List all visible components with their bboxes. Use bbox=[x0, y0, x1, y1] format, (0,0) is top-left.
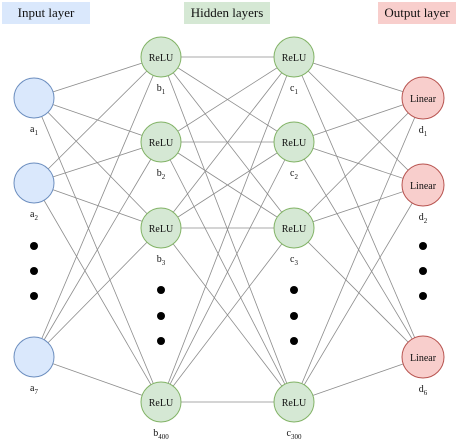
hidden1-ellipsis-dot bbox=[157, 337, 165, 345]
hidden2-node-label: $c_2$ bbox=[290, 168, 298, 181]
hidden1-node-label: $b_2$ bbox=[156, 168, 166, 181]
output-node-label: $d_2$ bbox=[418, 212, 428, 225]
output-node-activation: Linear bbox=[409, 353, 437, 364]
hidden1-node bbox=[141, 208, 181, 267]
hidden2-node-activation: ReLU bbox=[281, 224, 307, 235]
edge-input-3-hidden1-2 bbox=[34, 142, 161, 357]
input-node-label: $a_7$ bbox=[30, 383, 38, 396]
edge-input-3-hidden1-3 bbox=[34, 228, 161, 357]
input-node-label-subscript: 2 bbox=[34, 214, 38, 222]
output-node-label-subscript: 6 bbox=[423, 389, 428, 397]
output-node-label: $d_1$ bbox=[418, 125, 428, 138]
input-node-circle bbox=[14, 337, 54, 377]
hidden1-ellipsis-dot bbox=[157, 312, 165, 320]
hidden2-node-label-subscript: 2 bbox=[294, 173, 298, 181]
hidden1-node bbox=[141, 122, 181, 181]
hidden1-node-activation: ReLU bbox=[148, 53, 174, 64]
output-ellipsis-dot bbox=[419, 292, 427, 300]
input-node-label-subscript: 7 bbox=[34, 388, 38, 396]
output-node-activation: Linear bbox=[409, 94, 437, 105]
hidden-layers-header: Hidden layers bbox=[184, 2, 270, 24]
hidden1-node-label-subscript: 400 bbox=[158, 433, 169, 441]
hidden2-node-activation: ReLU bbox=[281, 138, 307, 149]
hidden2-ellipsis-dot bbox=[290, 337, 298, 345]
nodes-group bbox=[14, 37, 444, 441]
edge-input-2-hidden1-1 bbox=[34, 57, 161, 183]
output-ellipsis-dot bbox=[419, 242, 427, 250]
output-ellipsis-dot bbox=[419, 267, 427, 275]
input-node bbox=[14, 337, 54, 396]
input-node bbox=[14, 78, 54, 137]
hidden2-node-label-subscript: 300 bbox=[290, 433, 302, 441]
hidden2-node-label: $c_3$ bbox=[290, 254, 298, 267]
output-node-label: $d_6$ bbox=[418, 384, 428, 397]
input-node-circle bbox=[14, 78, 54, 118]
output-layer-header: Output layer bbox=[378, 2, 456, 24]
hidden1-node-activation: ReLU bbox=[148, 398, 174, 409]
hidden2-node bbox=[274, 122, 314, 181]
hidden2-ellipsis-dot bbox=[290, 286, 298, 294]
edge-hidden2-3-output-1 bbox=[294, 98, 423, 228]
hidden2-node bbox=[274, 382, 314, 441]
input-layer-header: Input layer bbox=[2, 2, 90, 24]
hidden2-node-activation: ReLU bbox=[281, 398, 307, 409]
hidden1-node-label: $b_{400}$ bbox=[153, 428, 169, 441]
hidden1-ellipsis-dot bbox=[157, 286, 165, 294]
hidden2-node-label: $c_1$ bbox=[290, 83, 298, 96]
hidden2-node-label-subscript: 3 bbox=[294, 259, 298, 267]
output-node bbox=[402, 77, 444, 138]
ellipsis-group bbox=[30, 242, 427, 345]
hidden1-node-label: $b_3$ bbox=[156, 254, 166, 267]
edge-hidden2-4-output-2 bbox=[294, 185, 423, 402]
input-node-label-subscript: 1 bbox=[34, 129, 38, 137]
hidden1-node bbox=[141, 37, 181, 96]
input-node-circle bbox=[14, 163, 54, 203]
input-ellipsis-dot bbox=[30, 267, 38, 275]
edge-hidden2-1-output-2 bbox=[294, 57, 423, 185]
output-node-label-subscript: 2 bbox=[423, 217, 428, 225]
hidden1-node-activation: ReLU bbox=[148, 224, 174, 235]
hidden2-ellipsis-dot bbox=[290, 312, 298, 320]
input-node-label: $a_2$ bbox=[30, 209, 38, 222]
output-node-activation: Linear bbox=[409, 181, 437, 192]
edge-input-1-hidden1-3 bbox=[34, 98, 161, 228]
input-ellipsis-dot bbox=[30, 242, 38, 250]
hidden1-node-label: $b_1$ bbox=[156, 83, 166, 96]
hidden1-node-activation: ReLU bbox=[148, 138, 174, 149]
output-node bbox=[402, 336, 444, 397]
hidden2-node-label: $c_{300}$ bbox=[286, 428, 302, 441]
hidden2-node bbox=[274, 37, 314, 96]
hidden1-node-label-subscript: 1 bbox=[161, 88, 166, 96]
hidden1-node bbox=[141, 382, 181, 441]
hidden1-node-label-subscript: 3 bbox=[161, 259, 166, 267]
hidden2-node bbox=[274, 208, 314, 267]
hidden2-node-activation: ReLU bbox=[281, 53, 307, 64]
edges-group bbox=[34, 57, 423, 402]
input-ellipsis-dot bbox=[30, 292, 38, 300]
input-node-label: $a_1$ bbox=[30, 124, 38, 137]
input-node bbox=[14, 163, 54, 222]
edge-hidden2-3-output-3 bbox=[294, 228, 423, 357]
output-node-label-subscript: 1 bbox=[423, 130, 428, 138]
output-node bbox=[402, 164, 444, 225]
hidden1-node-label-subscript: 2 bbox=[161, 173, 166, 181]
hidden2-node-label-subscript: 1 bbox=[294, 88, 298, 96]
